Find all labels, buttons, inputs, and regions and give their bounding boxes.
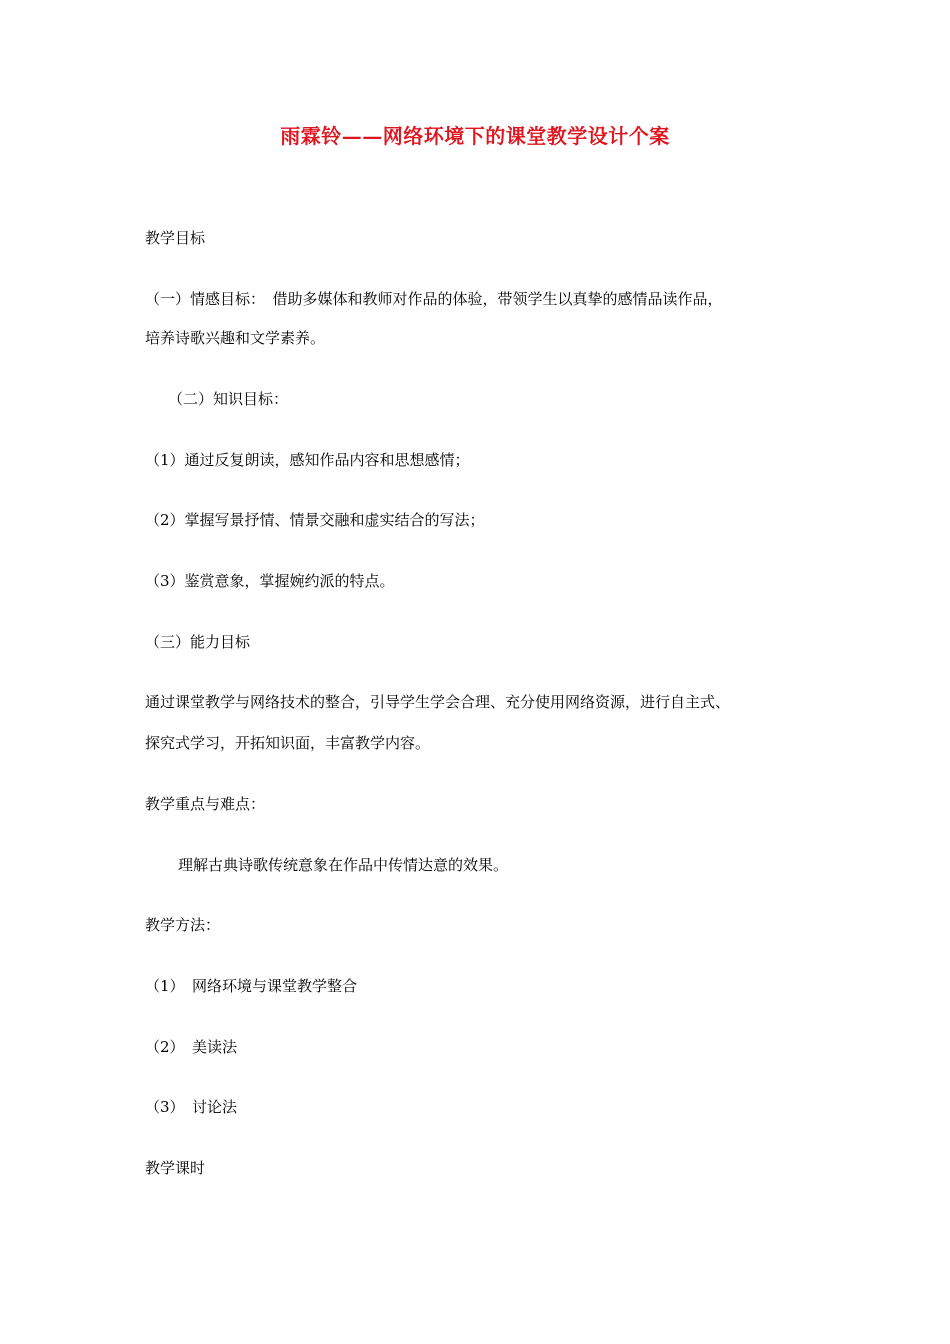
list-item-method-3: （3） 讨论法 [145, 1098, 238, 1116]
paragraph-key-points: 理解古典诗歌传统意象在作品中传情达意的效果。 [178, 856, 509, 874]
paragraph-ability-goal-cont: 探究式学习，开拓知识面，丰富教学内容。 [145, 734, 431, 752]
heading-teaching-goals: 教学目标 [145, 229, 206, 247]
paragraph-emotion-goal: （一）情感目标： 借助多媒体和教师对作品的体验，带领学生以真挚的感情品读作品， [145, 290, 723, 308]
heading-teaching-methods: 教学方法： [145, 916, 221, 934]
heading-ability-goal: （三）能力目标 [145, 633, 251, 651]
paragraph-emotion-goal-cont: 培养诗歌兴趣和文学素养。 [145, 329, 326, 347]
heading-class-hours: 教学课时 [145, 1159, 206, 1177]
paragraph-ability-goal: 通过课堂教学与网络技术的整合，引导学生学会合理、充分使用网络资源，进行自主式、 [145, 693, 731, 711]
list-item-method-1: （1） 网络环境与课堂教学整合 [145, 977, 358, 995]
list-item-knowledge-3: （3）鉴赏意象，掌握婉约派的特点。 [145, 572, 395, 590]
heading-knowledge-goal: （二）知识目标： [168, 390, 289, 408]
list-item-method-2: （2） 美读法 [145, 1038, 238, 1056]
list-item-knowledge-1: （1）通过反复朗读，感知作品内容和思想感情； [145, 451, 470, 469]
document-title: 雨霖铃——网络环境下的课堂教学设计个案 [280, 124, 670, 148]
heading-key-points: 教学重点与难点： [145, 795, 266, 813]
list-item-knowledge-2: （2）掌握写景抒情、情景交融和虚实结合的写法； [145, 511, 485, 529]
